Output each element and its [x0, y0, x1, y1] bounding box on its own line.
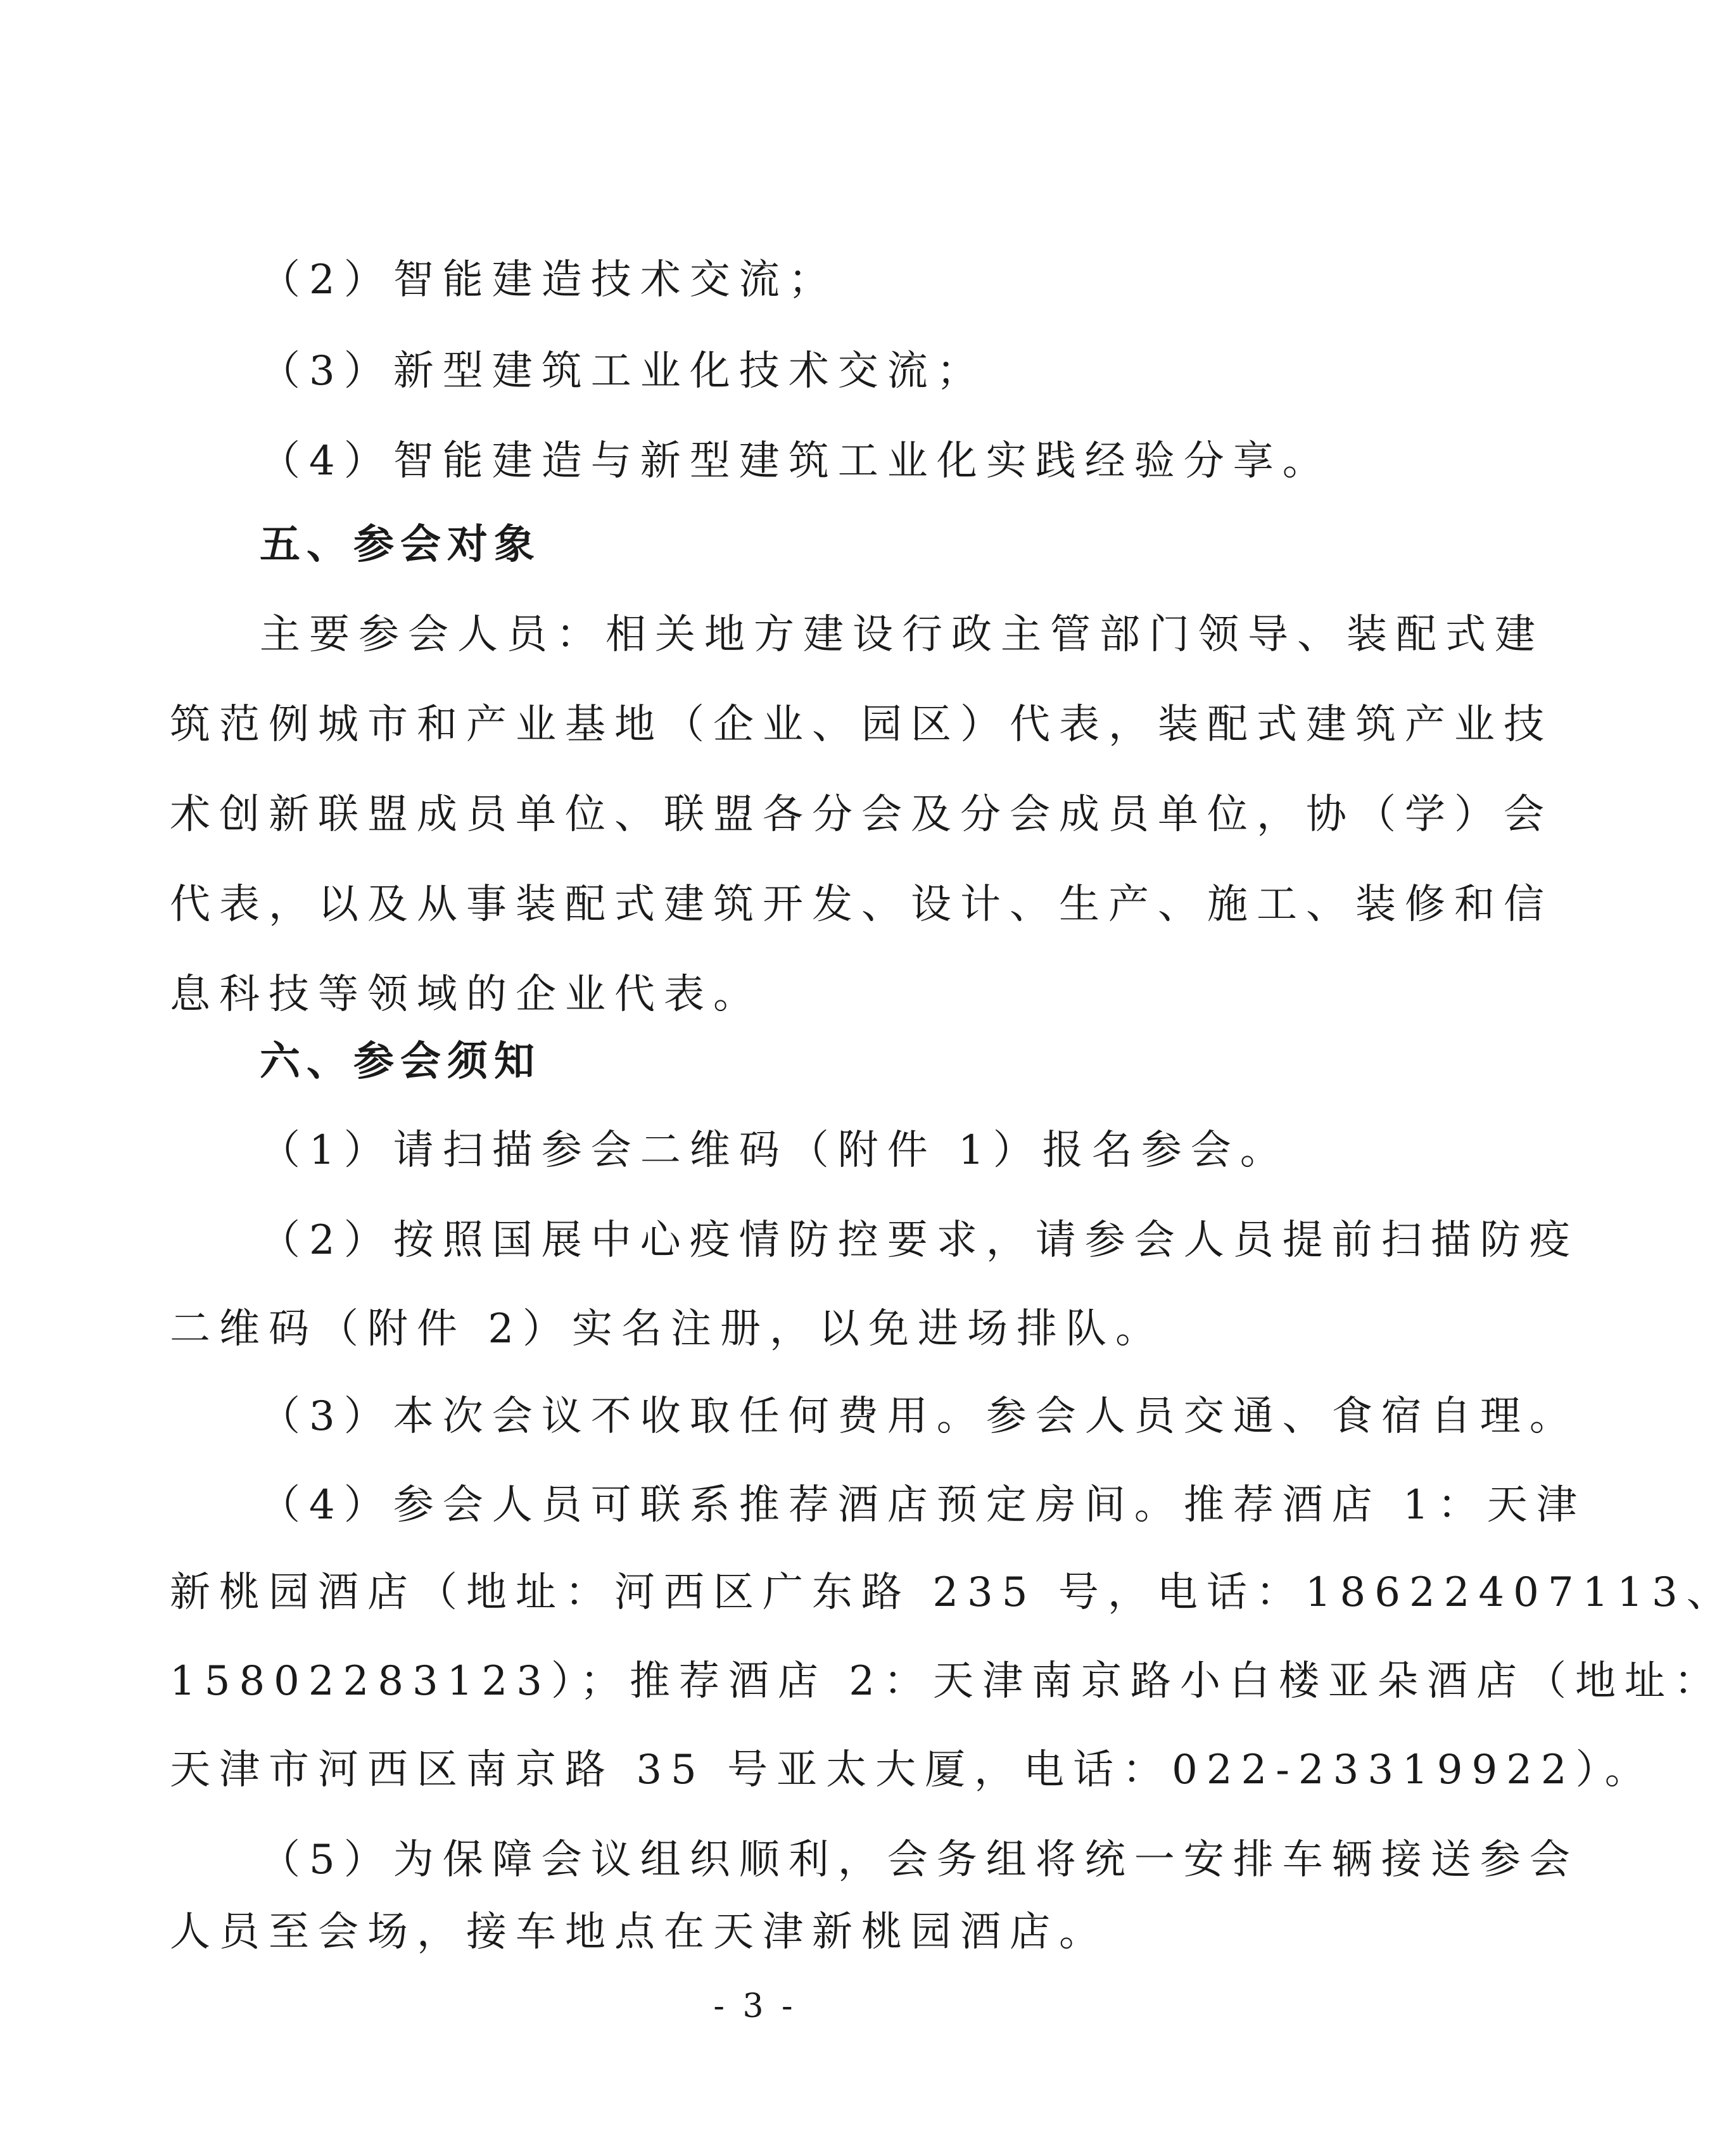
paragraph-line: 新桃园酒店（地址：河西区广东路 235 号，电话：18622407113、 — [170, 1569, 1736, 1616]
page-number: - 3 - — [713, 1987, 797, 2025]
paragraph-line: 二维码（附件 2）实名注册，以免进场排队。 — [170, 1306, 1165, 1353]
section-heading: 五、参会对象 — [260, 521, 541, 568]
paragraph-line: 术创新联盟成员单位、联盟各分会及分会成员单位，协（学）会 — [170, 791, 1553, 838]
list-item: （3）新型建筑工业化技术交流； — [260, 348, 986, 395]
list-item: （3）本次会议不收取任何费用。参会人员交通、食宿自理。 — [260, 1393, 1579, 1440]
section-heading: 六、参会须知 — [260, 1038, 541, 1085]
list-item: （4）智能建造与新型建筑工业化实践经验分享。 — [260, 438, 1332, 485]
paragraph-line: （2）按照国展中心疫情防控要求，请参会人员提前扫描防疫 — [260, 1217, 1579, 1264]
paragraph-line: 代表，以及从事装配式建筑开发、设计、生产、施工、装修和信 — [170, 881, 1553, 928]
paragraph-line: 人员至会场，接车地点在天津新桃园酒店。 — [170, 1909, 1108, 1956]
paragraph-line: 主要参会人员：相关地方建设行政主管部门领导、装配式建 — [260, 611, 1544, 658]
paragraph-line: （5）为保障会议组织顺利，会务组将统一安排车辆接送参会 — [260, 1837, 1579, 1883]
paragraph-line: （4）参会人员可联系推荐酒店预定房间。推荐酒店 1：天津 — [260, 1482, 1586, 1529]
paragraph-line: 15802283123）；推荐酒店 2：天津南京路小白楼亚朵酒店（地址： — [170, 1658, 1723, 1705]
paragraph-line: 筑范例城市和产业基地（企业、园区）代表，装配式建筑产业技 — [170, 701, 1553, 748]
paragraph-line: 天津市河西区南京路 35 号亚太大厦，电话：022-23319922）。 — [170, 1747, 1654, 1793]
paragraph-line: 息科技等领域的企业代表。 — [170, 971, 763, 1018]
list-item: （1）请扫描参会二维码（附件 1）报名参会。 — [260, 1127, 1289, 1174]
list-item: （2）智能建造技术交流； — [260, 257, 838, 303]
